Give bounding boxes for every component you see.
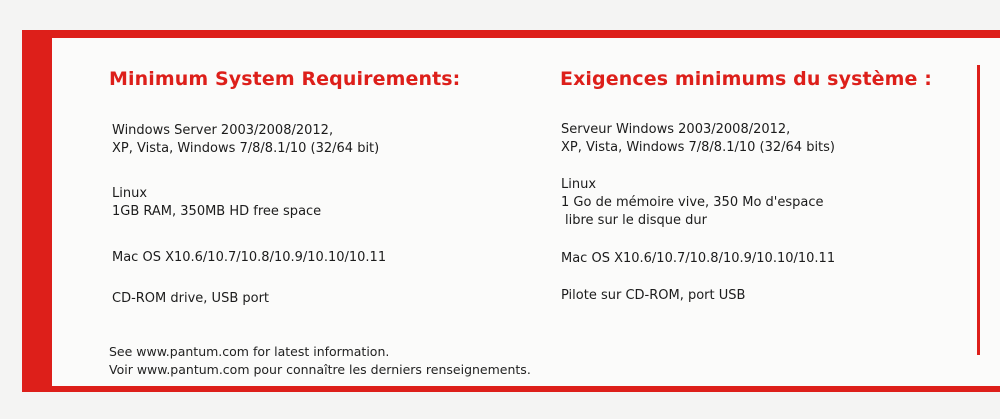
french-linux-block xyxy=(561,176,824,230)
footer-line-english: See www.pantum.com for latest information. xyxy=(109,344,390,359)
french-mac-block xyxy=(561,250,835,268)
french-heading: Exigences minimums du système : xyxy=(560,68,932,90)
french-requirements xyxy=(560,68,960,303)
english-hardware-block xyxy=(112,290,269,308)
french-windows-line-2: XP, Vista, Windows 7/8/8.1/10 (32/64 bits) xyxy=(561,140,835,155)
english-mac-line: Mac OS X10.6/10.7/10.8/10.9/10.10/10.11 xyxy=(112,250,387,265)
french-linux-line-2: libre sur le disque dur xyxy=(565,213,707,228)
english-mac-block xyxy=(112,249,386,267)
english-windows-block xyxy=(112,122,379,158)
footer-note xyxy=(109,343,531,379)
french-mac-line: Mac OS X10.6/10.7/10.8/10.9/10.10/10.11 xyxy=(561,251,836,266)
english-windows-line-2: XP, Vista, Windows 7/8/8.1/10 (32/64 bit) xyxy=(112,141,380,156)
french-windows-block xyxy=(561,121,835,157)
french-windows-line-1: Serveur Windows 2003/2008/2012, xyxy=(561,122,791,137)
english-windows-line-1: Windows Server 2003/2008/2012, xyxy=(112,123,334,138)
french-hardware-block xyxy=(561,287,745,305)
english-requirements xyxy=(109,68,529,306)
french-linux-line-1: 1 Go de mémoire vive, 350 Mo d'espace xyxy=(561,195,824,210)
english-linux-title: Linux xyxy=(112,186,148,201)
english-linux-line-1: 1GB RAM, 350MB HD free space xyxy=(112,204,322,219)
footer-line-french: Voir www.pantum.com pour connaître les derniers renseignements. xyxy=(109,362,531,377)
english-hardware-line: CD-ROM drive, USB port xyxy=(112,291,270,306)
english-heading: Minimum System Requirements: xyxy=(109,68,461,90)
right-divider-rule xyxy=(977,65,980,355)
french-hardware-line: Pilote sur CD-ROM, port USB xyxy=(561,288,746,303)
french-linux-title: Linux xyxy=(561,177,597,192)
english-linux-block xyxy=(112,185,321,221)
